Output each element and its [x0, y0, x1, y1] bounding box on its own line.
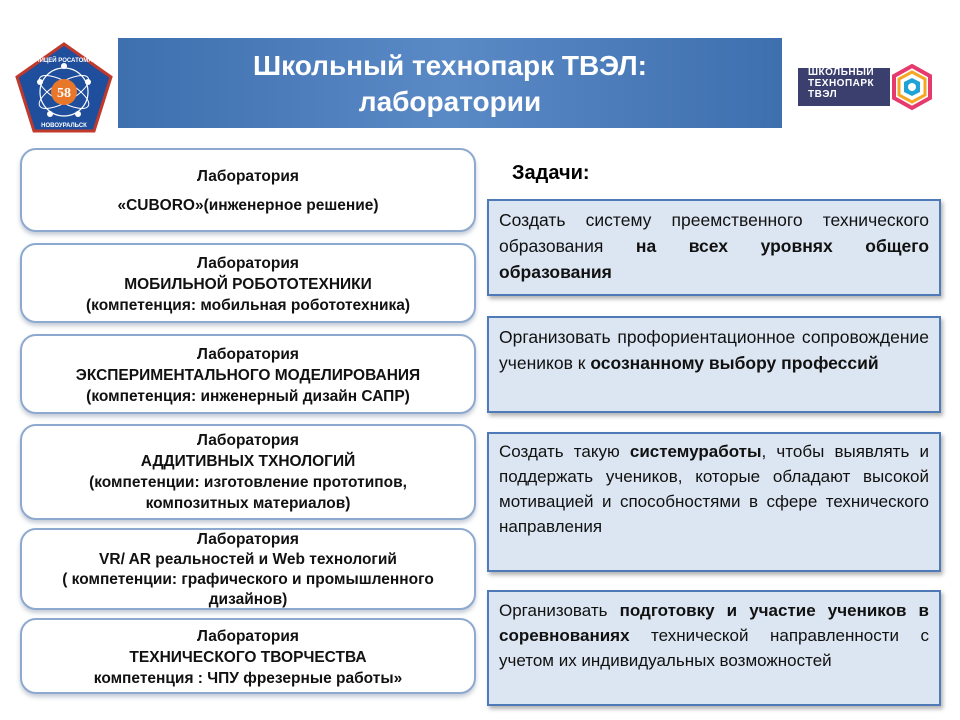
task-text: Организовать — [499, 601, 620, 620]
task-text: Создать систему преемственного технического образования — [499, 210, 929, 256]
lab-card-technical-creativity — [20, 618, 476, 694]
task-card — [487, 199, 941, 296]
lab-line: VR/ AR реальностей и Web технологий — [99, 551, 397, 568]
task-card — [487, 590, 941, 706]
task-text-tail: , чтобы выявлять и поддержать учеников, которые обладают высокой мотивацией и способностями в сфере технического направления — [499, 442, 929, 536]
lab-line: (компетенции: изготовление прототипов, — [89, 474, 407, 491]
lab-line: ( компетенции: графического и промышленного — [62, 571, 434, 588]
lab-line: (компетенция: мобильная робототехника) — [85, 297, 411, 314]
lab-line: АДДИТИВНЫХ ТХНОЛОГИЙ — [140, 453, 356, 470]
task-card — [487, 316, 941, 413]
technopark-wordmark-line-2: ТЕХНОПАРК — [808, 78, 875, 89]
page-title-banner — [118, 38, 782, 128]
lab-line: Лаборатория — [197, 346, 299, 363]
task-text: Организовать профориентационное сопровождение учеников к — [499, 327, 929, 373]
lab-line: компетенция : ЧПУ фрезерные работы» — [93, 670, 403, 687]
lab-card-cuboro — [20, 148, 476, 232]
lab-line: Лаборатория — [197, 531, 299, 548]
task-emphasis: на всех уровнях общего образования — [499, 236, 930, 282]
lab-line: Лаборатория — [197, 168, 299, 185]
technopark-logo — [794, 62, 936, 112]
lab-line: (компетенция: инженерный дизайн САПР) — [86, 388, 410, 405]
lab-line: «CUBORO»(инженерное решение) — [117, 197, 379, 214]
tasks-heading: Задачи: — [512, 162, 590, 184]
lab-line: ЭКСПЕРИМЕНТАЛЬНОГО МОДЕЛИРОВАНИЯ — [75, 367, 421, 384]
lab-card-additive-technologies — [20, 424, 476, 520]
technopark-wordmark-line-3: ТВЭЛ — [808, 89, 838, 100]
task-text-tail: технической направленности с учетом их индивидуальных возможностей — [499, 626, 929, 670]
task-emphasis: подготовку и участие учеников в соревнованиях — [499, 601, 929, 645]
technopark-wordmark — [808, 67, 874, 100]
task-emphasis: осознанному выбору профессий — [590, 353, 879, 373]
lyceum-top-text: ЛИЦЕЙ РОСАТОМА — [35, 58, 93, 64]
page-title-line-1: Школьный технопарк ТВЭЛ: — [252, 50, 648, 81]
lab-line: ТЕХНИЧЕСКОГО ТВОРЧЕСТВА — [129, 649, 367, 666]
lyceum-emblem-icon — [14, 42, 114, 134]
lyceum-number: 58 — [57, 86, 71, 101]
technopark-wordmark-line-1: ШКОЛЬНЫЙ — [808, 67, 875, 78]
task-text: Создать такую — [499, 442, 630, 461]
page-title-line-2: лаборатории — [358, 86, 542, 117]
lab-card-vr-ar-web — [20, 528, 476, 610]
lab-line: дизайнов) — [208, 591, 288, 608]
lab-line: Лаборатория — [197, 628, 299, 645]
lyceum-bottom-text: НОВОУРАЛЬСК — [41, 123, 87, 129]
lab-line: композитных материалов) — [145, 495, 351, 512]
lab-card-mobile-robotics — [20, 243, 476, 323]
task-emphasis: системуработы — [629, 442, 762, 461]
lab-line: МОБИЛЬНОЙ РОБОТОТЕХНИКИ — [124, 276, 372, 293]
lab-line: Лаборатория — [197, 432, 299, 449]
lab-card-experimental-modeling — [20, 334, 476, 414]
lyceum-logo — [14, 42, 114, 134]
lab-line: Лаборатория — [197, 255, 299, 272]
task-card — [487, 432, 941, 572]
